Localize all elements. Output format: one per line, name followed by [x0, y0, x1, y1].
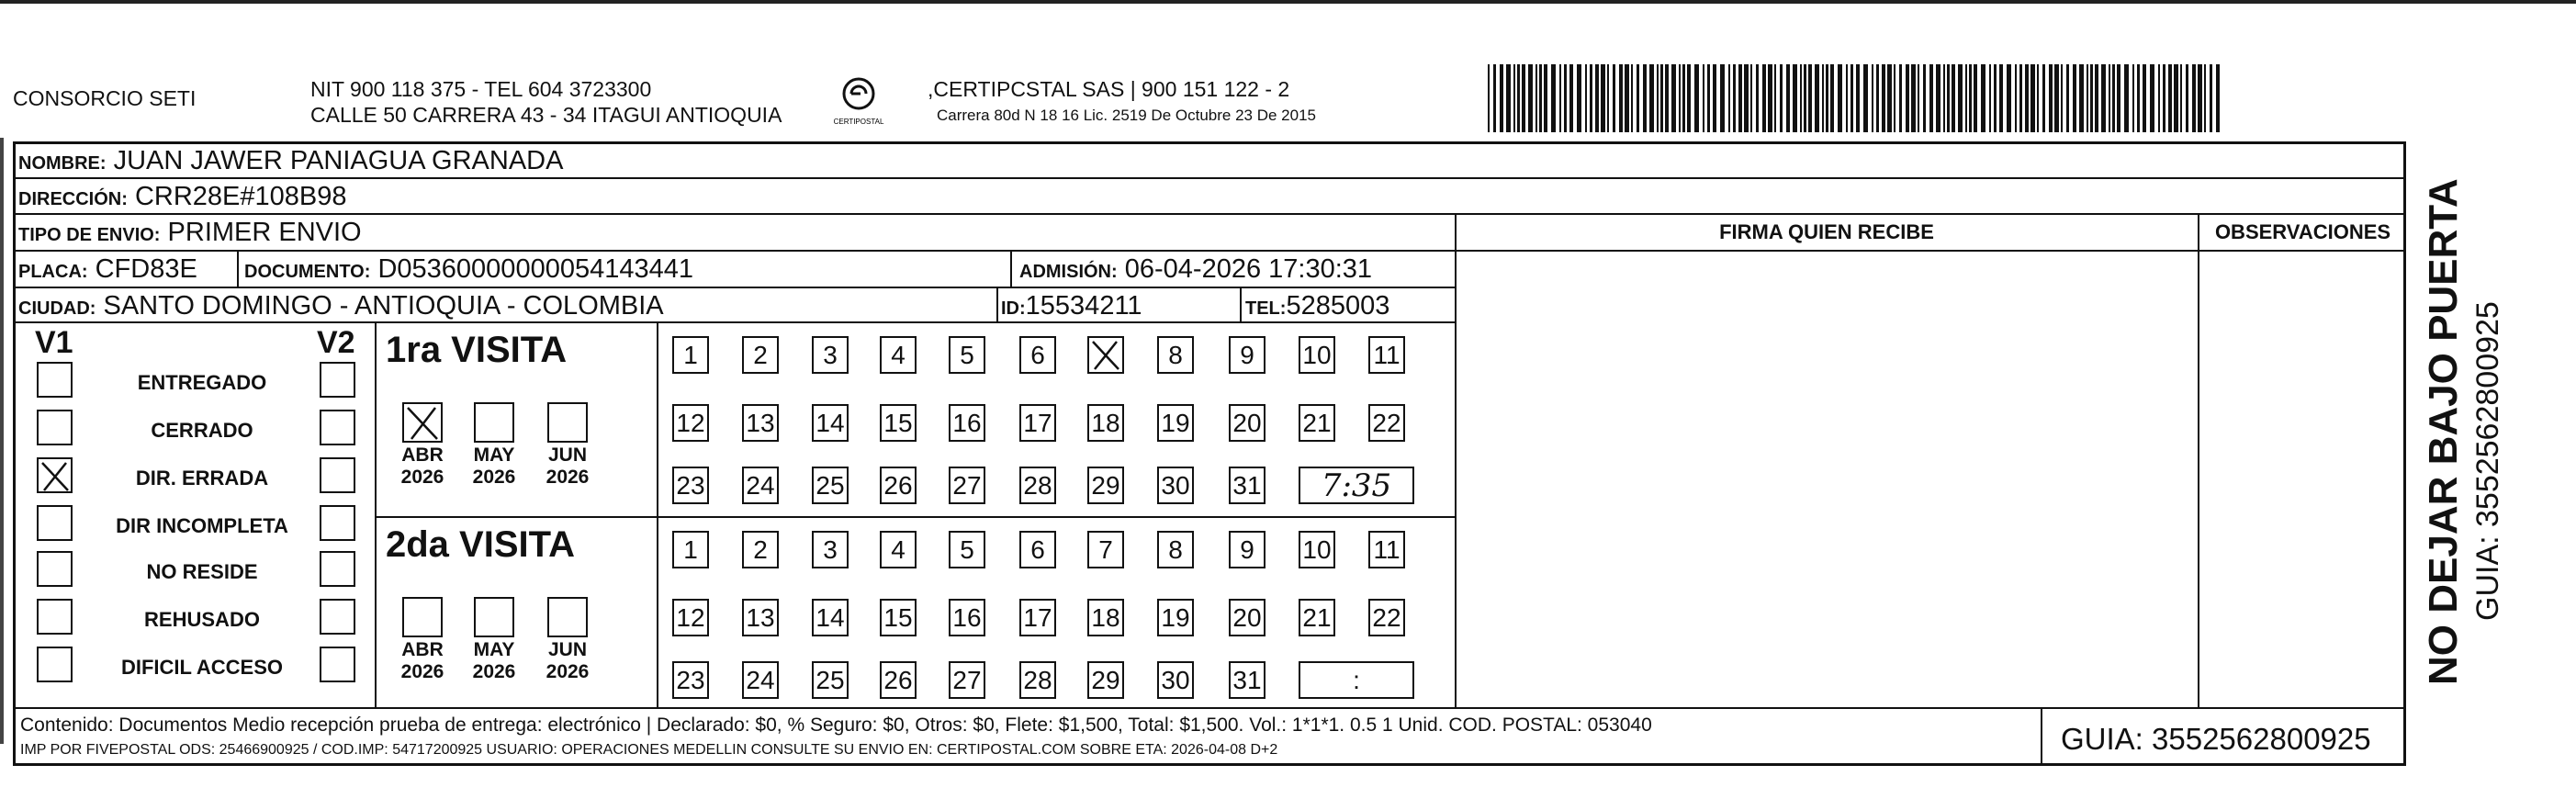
placa-field: PLACA: CFD83E: [18, 254, 197, 284]
visit-title: 2da VISITA: [386, 524, 575, 565]
day-box[interactable]: 11: [1368, 336, 1405, 374]
day-box[interactable]: 24: [742, 467, 779, 504]
row-divider: [13, 213, 2406, 215]
day-box[interactable]: 16: [949, 404, 985, 442]
day-box[interactable]: 24: [742, 661, 779, 699]
cell-divider: [237, 250, 239, 287]
day-box[interactable]: 22: [1368, 599, 1405, 636]
status-label: DIFICIL ACCESO: [120, 656, 283, 679]
day-box[interactable]: 4: [880, 531, 917, 568]
day-box[interactable]: 14: [812, 404, 849, 442]
footer-cell-divider: [2041, 707, 2042, 766]
company-name: CONSORCIO SETI: [13, 86, 197, 110]
day-box[interactable]: 3: [812, 336, 849, 374]
month-label: MAY 2026: [472, 639, 516, 682]
cell-divider: [1010, 250, 1012, 287]
left-edge-line: [0, 138, 4, 744]
v2-checkbox[interactable]: [320, 551, 355, 587]
status-label: NO RESIDE: [146, 560, 258, 583]
month-checkbox[interactable]: [402, 597, 443, 637]
admision-field: ADMISIÓN: 06-04-2026 17:30:31: [1019, 254, 1373, 284]
top-border-line: [0, 0, 2576, 4]
cell-divider: [1240, 287, 1242, 321]
day-box[interactable]: 19: [1157, 404, 1194, 442]
footer-guia: GUIA: 3552562800925: [2061, 722, 2371, 756]
day-box[interactable]: 21: [1299, 599, 1335, 636]
day-box[interactable]: 4: [880, 336, 917, 374]
status-label: CERRADO: [151, 419, 253, 442]
visit-divider: [375, 516, 1455, 518]
day-box[interactable]: 19: [1157, 599, 1194, 636]
day-box[interactable]: 22: [1368, 404, 1405, 442]
day-box[interactable]: 25: [812, 661, 849, 699]
day-box[interactable]: 31: [1229, 467, 1266, 504]
documento-field: DOCUMENTO: D05360000000054143441: [244, 254, 693, 284]
day-box[interactable]: 28: [1019, 661, 1056, 699]
day-box[interactable]: 15: [880, 404, 917, 442]
day-box[interactable]: 12: [672, 599, 709, 636]
direccion-row: DIRECCIÓN: CRR28E#108B98: [18, 182, 347, 211]
side-guia: GUIA: 3552562800925: [2470, 301, 2505, 621]
day-box[interactable]: 31: [1229, 661, 1266, 699]
footer-divider: [13, 707, 2406, 709]
day-box[interactable]: 12: [672, 404, 709, 442]
no-dejar-warning: NO DEJAR BAJO PUERTA: [2421, 178, 2466, 685]
day-box[interactable]: 14: [812, 599, 849, 636]
day-box[interactable]: 27: [949, 661, 985, 699]
v2-checkbox[interactable]: [320, 647, 355, 682]
certipostal-logo: [827, 73, 891, 129]
time-box[interactable]: :: [1299, 661, 1414, 699]
status-label: REHUSADO: [144, 608, 260, 631]
day-box[interactable]: 26: [880, 661, 917, 699]
status-label: ENTREGADO: [137, 371, 267, 394]
day-box[interactable]: 9: [1229, 336, 1266, 374]
day-box[interactable]: 29: [1087, 467, 1124, 504]
tel-field: TEL:5285003: [1245, 291, 1390, 321]
day-box[interactable]: 8: [1157, 336, 1194, 374]
v1-checkbox[interactable]: [37, 362, 73, 398]
day-box[interactable]: 21: [1299, 404, 1335, 442]
day-box[interactable]: 20: [1229, 404, 1266, 442]
day-box[interactable]: 30: [1157, 467, 1194, 504]
day-box[interactable]: 20: [1229, 599, 1266, 636]
day-box[interactable]: 17: [1019, 599, 1056, 636]
day-box[interactable]: 13: [742, 404, 779, 442]
day-box[interactable]: 3: [812, 531, 849, 568]
day-box[interactable]: 18: [1087, 404, 1124, 442]
observaciones-area[interactable]: [2199, 250, 2406, 707]
v1-checkbox[interactable]: [37, 551, 73, 587]
ciudad-field: CIUDAD: SANTO DOMINGO - ANTIOQUIA - COLOMBIA: [18, 291, 664, 321]
month-checkbox[interactable]: [547, 597, 588, 637]
day-box[interactable]: [1087, 336, 1124, 374]
footer-contenido: Contenido: Documentos Medio recepción prueba de entrega: electrónico | Declarado: $0, % Seguro: $0, Otros: $0, Flete: $1,500, Total: $1,500. Vol.: 1*1*1. 0.5 1 Unid. COD. POSTAL: 053040: [20, 714, 1652, 736]
day-box[interactable]: 23: [672, 661, 709, 699]
day-box[interactable]: 29: [1087, 661, 1124, 699]
v1-checkbox[interactable]: [37, 647, 73, 682]
tipo-envio-row: TIPO DE ENVIO: PRIMER ENVIO: [18, 218, 362, 247]
firma-header: FIRMA QUIEN RECIBE: [1719, 220, 1934, 243]
day-box[interactable]: 28: [1019, 467, 1056, 504]
company-address: CALLE 50 CARRERA 43 - 34 ITAGUI ANTIOQUIA: [310, 103, 782, 127]
v2-checkbox[interactable]: [320, 457, 355, 493]
day-box[interactable]: 30: [1157, 661, 1194, 699]
v1-checkbox[interactable]: [37, 599, 73, 635]
day-box[interactable]: 23: [672, 467, 709, 504]
day-box[interactable]: 18: [1087, 599, 1124, 636]
status-divider: [375, 321, 377, 707]
v2-checkbox[interactable]: [320, 362, 355, 398]
day-box[interactable]: 2: [742, 531, 779, 568]
v2-checkbox[interactable]: [320, 599, 355, 635]
month-checkbox[interactable]: [402, 402, 443, 443]
day-box[interactable]: 8: [1157, 531, 1194, 568]
month-label: JUN 2026: [546, 639, 590, 682]
month-checkbox[interactable]: [547, 402, 588, 443]
month-label: ABR 2026: [400, 639, 444, 682]
nit-line: NIT 900 118 375 - TEL 604 3723300: [310, 77, 652, 101]
observaciones-header: OBSERVACIONES: [2214, 220, 2391, 243]
day-box[interactable]: 11: [1368, 531, 1405, 568]
v2-checkbox[interactable]: [320, 505, 355, 541]
day-box[interactable]: 1: [672, 336, 709, 374]
day-box[interactable]: 17: [1019, 404, 1056, 442]
day-box[interactable]: 26: [880, 467, 917, 504]
v1-checkbox[interactable]: [37, 505, 73, 541]
certipostal-line: ,CERTIPCSTAL SAS | 900 151 122 - 2: [928, 77, 1290, 101]
svg-text:CERTIPOSTAL: CERTIPOSTAL: [833, 118, 884, 126]
day-box[interactable]: 6: [1019, 336, 1056, 374]
v2-checkbox[interactable]: [320, 410, 355, 445]
month-checkbox[interactable]: [474, 597, 514, 637]
day-box[interactable]: 15: [880, 599, 917, 636]
day-box[interactable]: 25: [812, 467, 849, 504]
day-box[interactable]: 13: [742, 599, 779, 636]
day-box[interactable]: 5: [949, 531, 985, 568]
firma-area[interactable]: [1457, 250, 2197, 707]
day-box[interactable]: 9: [1229, 531, 1266, 568]
day-box[interactable]: 16: [949, 599, 985, 636]
month-label: ABR 2026: [400, 444, 444, 488]
day-box[interactable]: 7: [1087, 531, 1124, 568]
status-label: DIR. ERRADA: [135, 467, 269, 489]
day-box[interactable]: 5: [949, 336, 985, 374]
month-label: JUN 2026: [546, 444, 590, 488]
barcode: [1488, 64, 2222, 132]
month-divider: [657, 321, 658, 707]
v2-label: V2: [317, 325, 355, 360]
v1-label: V1: [35, 325, 73, 360]
month-checkbox[interactable]: [474, 402, 514, 443]
v1-checkbox[interactable]: [37, 410, 73, 445]
nombre-row: NOMBRE: JUAN JAWER PANIAGUA GRANADA: [18, 146, 564, 175]
day-box[interactable]: 6: [1019, 531, 1056, 568]
month-label: MAY 2026: [472, 444, 516, 488]
day-box[interactable]: 2: [742, 336, 779, 374]
cell-divider: [996, 287, 998, 321]
v1-checkbox[interactable]: [37, 457, 73, 493]
id-field: ID:15534211: [1001, 291, 1142, 321]
license-line: Carrera 80d N 18 16 Lic. 2519 De Octubre 23 De 2015: [937, 107, 1316, 124]
visit-title: 1ra VISITA: [386, 330, 568, 370]
time-box[interactable]: 7:35: [1299, 467, 1414, 504]
day-box[interactable]: 10: [1299, 531, 1335, 568]
status-label: DIR INCOMPLETA: [116, 514, 288, 537]
day-box[interactable]: 10: [1299, 336, 1335, 374]
footer-imp: IMP POR FIVEPOSTAL ODS: 25466900925 / COD.IMP: 54717200925 USUARIO: OPERACIONES MEDELLIN CONSULTE SU ENVIO EN: CERTIPOSTAL.COM SOBRE ETA: 2026-04-08 D+2: [20, 742, 1278, 758]
day-box[interactable]: 27: [949, 467, 985, 504]
day-box[interactable]: 1: [672, 531, 709, 568]
